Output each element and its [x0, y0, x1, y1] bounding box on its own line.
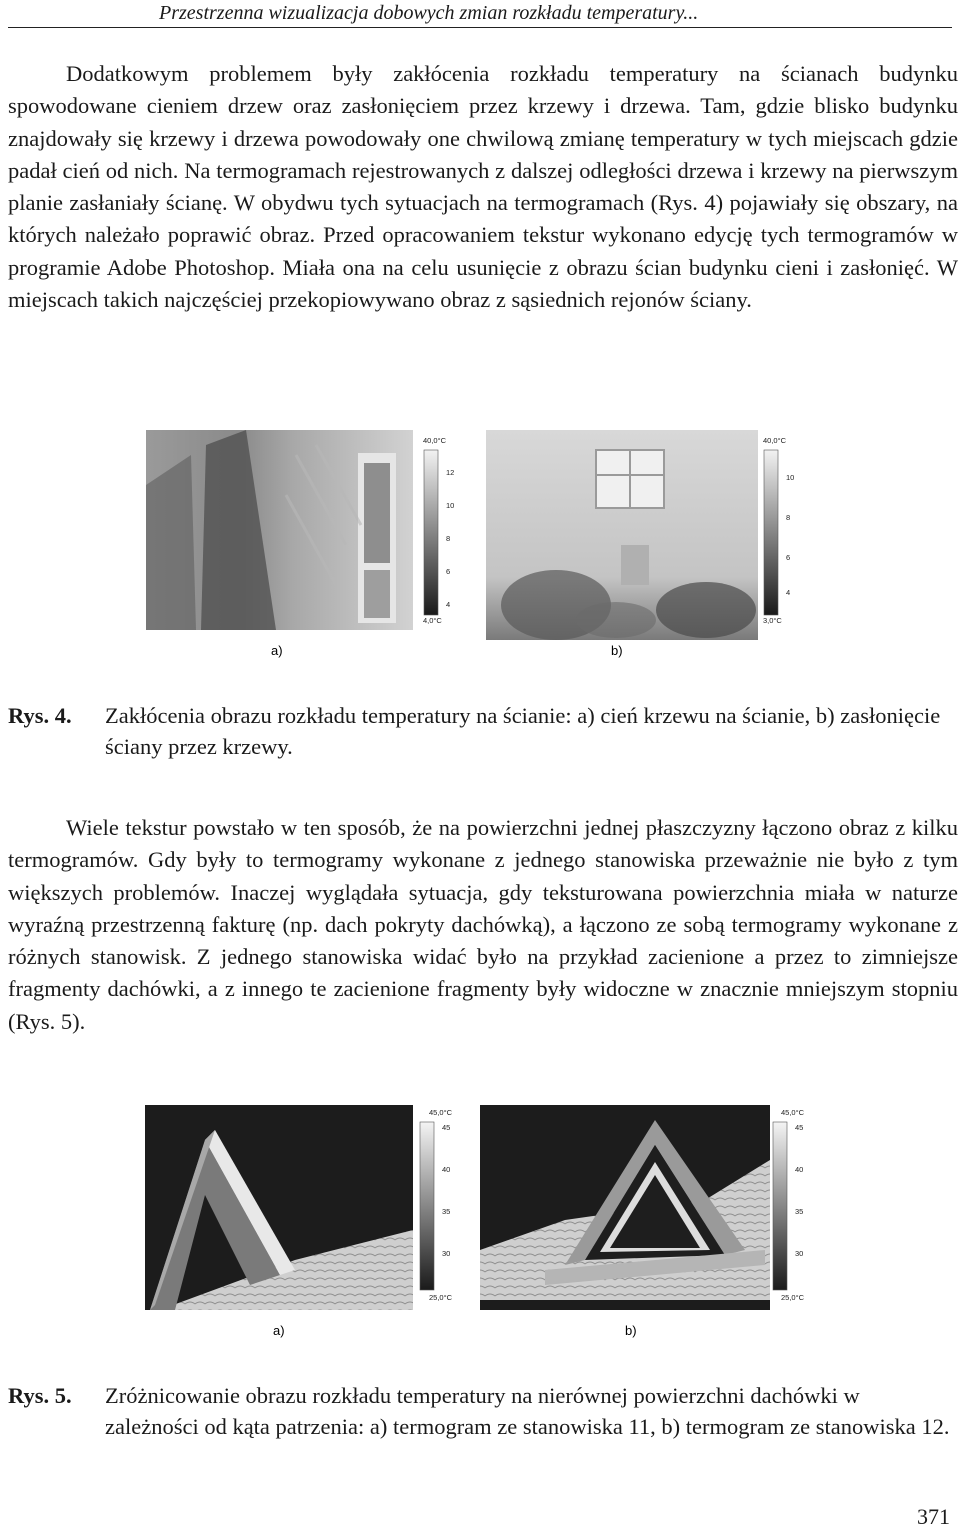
paragraph-text: Wiele tekstur powstało w ten sposób, że na powierzchni jednej płaszczyzny łączono obraz z kilku termogramów. Gdy były to termogramy wykonane z jednego stanowiska przeważnie nie było z tym większych problemów. Inaczej wyglądała sytuacja, gdy teksturowana powierzchnia miała w naturze wyraźną przestrzenną fakturę (np. dach pokryty dachówką), a łączono ze sobą termogramy wykonane z różnych stanowisk. Z jednego stanowiska widać było na przykład zacienione a przez to zimniejsze fragmenty dachówki, a z innego te zacienione fragmenty były widoczne w znacznie mniejszym stopniu (Rys. 5).: [8, 815, 958, 1034]
scale-a-tick: 4: [446, 600, 451, 609]
subfigure-label-a: a): [271, 643, 283, 658]
thermogram-a: [145, 1105, 413, 1310]
scale-b-tick: 30: [795, 1249, 804, 1258]
figure-4-thermograms: [146, 425, 816, 665]
scale-bar-a: [420, 1108, 453, 1302]
scale-b-tick: 8: [786, 513, 791, 522]
page-number: 371: [917, 1504, 950, 1529]
paragraph-text: Dodatkowym problemem były zakłócenia rozkładu temperatury na ścianach budynku spowodowane cieniem drzew oraz zasłonięciem przez krzewy i drzewa. Tam, gdzie blisko budynku znajdowały się krzewy i drzewa powodowały one chwilową zmianę temperatury w tych miejscach gdzie padał cień od nich. Na termogramach rejestrowanych z dalszej odległości drzewa i krzewy na pierwszym planie zasłaniały ścianę. W obydwu tych sytuacjach na termogramach (Rys. 4) pojawiały się obszary, na których należało poprawić obraz. Przed opracowaniem tekstur wykonano edycję tych termogramów w programie Adobe Photoshop. Miała ona na celu usunięcie z obrazu ścian budynku cieni i zasłonięć. W miejscach takich najczęściej przekopiowywano obraz z sąsiednich rejonów ściany.: [8, 61, 958, 313]
scale-b-max: 40,0°C: [763, 436, 787, 445]
subfigure-label-b: b): [625, 1323, 637, 1338]
scale-a-tick: 6: [446, 567, 451, 576]
scale-a-tick: 35: [442, 1207, 451, 1216]
figure-4: [146, 425, 816, 670]
scale-a-tick: 45: [442, 1123, 451, 1132]
paragraph-2: [8, 812, 958, 1038]
scale-b-max: 45,0°C: [781, 1108, 805, 1117]
scale-a-tick: 30: [442, 1249, 451, 1258]
scale-b-min: 25,0°C: [781, 1293, 805, 1302]
figure-5: [145, 1100, 820, 1350]
running-title: Przestrzenna wizualizacja dobowych zmian rozkładu temperatury...: [159, 2, 699, 24]
running-header: [0, 0, 960, 28]
subfigure-label-a: a): [273, 1323, 285, 1338]
scale-b-tick: 45: [795, 1123, 804, 1132]
caption-text: Zakłócenia obrazu rozkładu temperatury na ścianie: a) cień krzewu na ścianie, b) zasłonięcie ściany przez krzewy.: [105, 703, 941, 759]
scale-bar-b: [763, 436, 794, 625]
scale-a-max: 40,0°C: [423, 436, 447, 445]
caption-text: Zróżnicowanie obrazu rozkładu temperatury na nierównej powierzchni dachówki w zależności od kąta patrzenia: a) termogram ze stanowiska 11, b) termogram ze stanowiska 12.: [105, 1383, 950, 1439]
subfigure-label-b: b): [611, 643, 623, 658]
scale-a-tick: 40: [442, 1165, 451, 1174]
thermogram-b: [486, 430, 758, 640]
scale-a-tick: 10: [446, 501, 455, 510]
scale-a-min: 25,0°C: [429, 1293, 453, 1302]
scale-b-tick: 35: [795, 1207, 804, 1216]
scale-b-tick: 6: [786, 553, 791, 562]
scale-bar-b: [773, 1108, 805, 1302]
scale-bar-a: [423, 436, 454, 625]
scale-a-max: 45,0°C: [429, 1108, 453, 1117]
scale-b-tick: 40: [795, 1165, 804, 1174]
scale-a-tick: 12: [446, 468, 455, 477]
caption-number: Rys. 5.: [8, 1383, 72, 1408]
header-rule: [8, 27, 952, 28]
scale-a-min: 4,0°C: [423, 616, 442, 625]
scale-b-min: 3,0°C: [763, 616, 782, 625]
scale-b-tick: 10: [786, 473, 795, 482]
scale-a-tick: 8: [446, 534, 451, 543]
thermogram-b: [480, 1105, 770, 1310]
thermogram-a: [146, 430, 413, 630]
figure-5-thermograms: [145, 1100, 820, 1345]
scale-b-tick: 4: [786, 588, 791, 597]
paragraph-1: [8, 58, 958, 316]
caption-number: Rys. 4.: [8, 703, 72, 728]
